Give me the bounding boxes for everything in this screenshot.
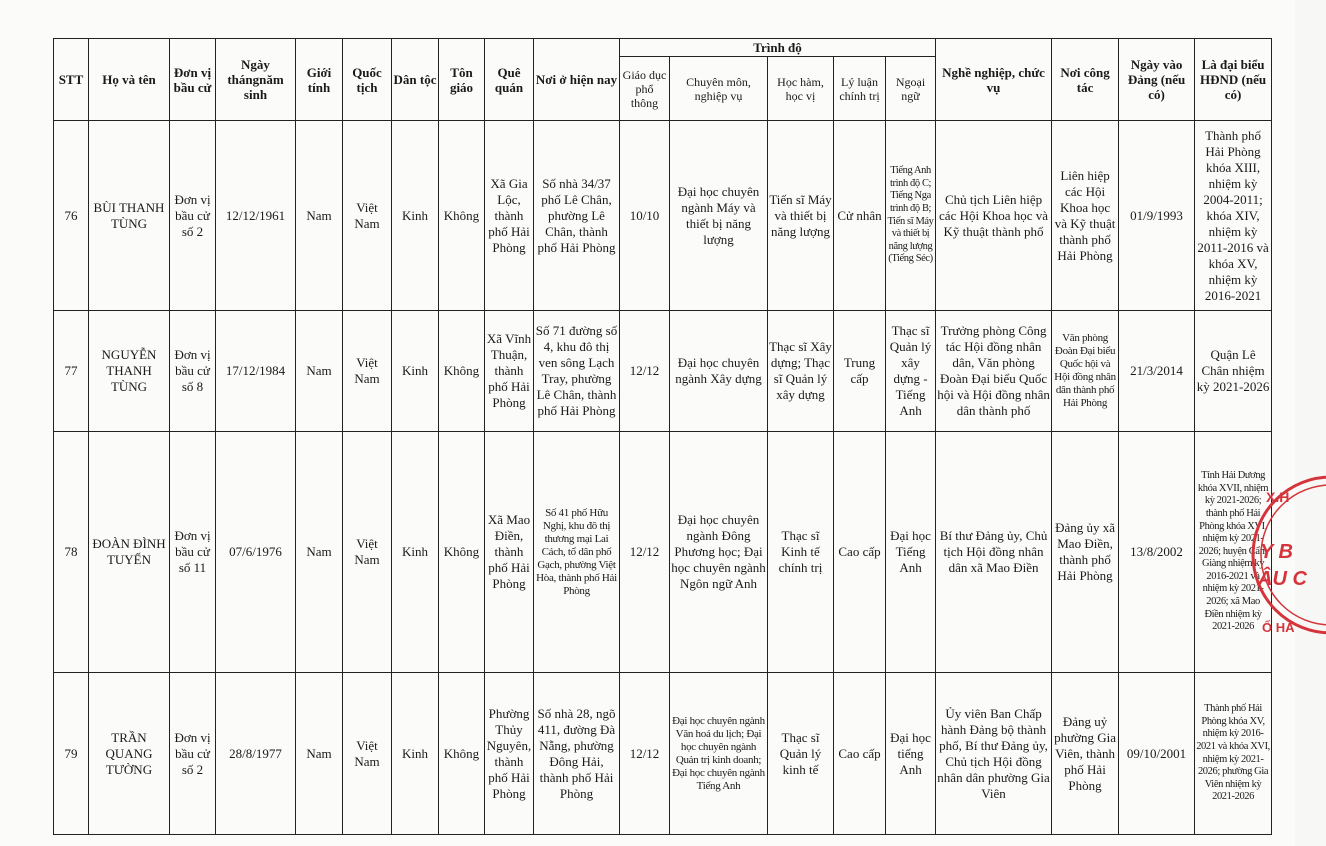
cell-chuyen-mon: Đại học chuyên ngành Xây dựng (670, 311, 768, 432)
candidate-table (53, 38, 1272, 835)
header-chuyen-mon: Chuyên môn, nghiệp vụ (670, 57, 768, 121)
cell-que-quan: Xã Mao Điền, thành phố Hải Phòng (485, 432, 534, 673)
cell-dai-bieu: Tỉnh Hải Dương khóa XVII, nhiệm kỳ 2021-2026; thành phố Hải Phòng khóa XVI, nhiệm kỳ 2021-2026; huyện Cẩm Giàng nhiệm kỳ 2016-2021 và nhiệm kỳ 2021-2026; xã Mao Điền nhiệm kỳ 2021-2026 (1195, 432, 1272, 673)
header-trinh-do: Trình độ (620, 39, 936, 57)
cell-dan-toc: Kinh (392, 311, 439, 432)
cell-ly-luan: Cao cấp (834, 673, 886, 835)
cell-quoc-tich: Việt Nam (343, 121, 392, 311)
cell-stt: 77 (54, 311, 89, 432)
cell-hoc-ham: Thạc sĩ Xây dựng; Thạc sĩ Quản lý xây dựng (768, 311, 834, 432)
cell-ly-luan: Cao cấp (834, 432, 886, 673)
header-ngay-sinh: Ngày thángnăm sinh (216, 39, 296, 121)
cell-nghe-nghiep: Ủy viên Ban Chấp hành Đảng bộ thành phố, Bí thư Đảng ủy, Chủ tịch Hội đồng nhân dân phường Gia Viên (936, 673, 1052, 835)
cell-ton-giao: Không (439, 673, 485, 835)
cell-don-vi: Đơn vị bầu cử số 8 (170, 311, 216, 432)
header-quoc-tich: Quốc tịch (343, 39, 392, 121)
header-ngoai-ngu: Ngoại ngữ (886, 57, 936, 121)
cell-dai-bieu: Thành phố Hải Phòng khóa XIII, nhiệm kỳ 2004-2011; khóa XIV, nhiệm kỳ 2011-2016 và khóa XV, nhiệm kỳ 2016-2021 (1195, 121, 1272, 311)
cell-gioi-tinh: Nam (296, 432, 343, 673)
cell-nghe-nghiep: Trưởng phòng Công tác Hội đồng nhân dân, Văn phòng Đoàn Đại biểu Quốc hội và Hội đồng nhân dân thành phố (936, 311, 1052, 432)
cell-chuyen-mon: Đại học chuyên ngành Đông Phương học; Đại học chuyên ngành Ngôn ngữ Anh (670, 432, 768, 673)
cell-ngoai-ngu: Thạc sĩ Quản lý xây dựng - Tiếng Anh (886, 311, 936, 432)
cell-ho-ten: NGUYỄN THANH TÙNG (89, 311, 170, 432)
cell-hoc-ham: Thạc sĩ Kinh tế chính trị (768, 432, 834, 673)
cell-hoc-ham: Tiến sĩ Máy và thiết bị năng lượng (768, 121, 834, 311)
cell-stt: 79 (54, 673, 89, 835)
header-dai-bieu: Là đại biểu HĐND (nếu có) (1195, 39, 1272, 121)
table-row (54, 432, 1272, 673)
seal-text-3: ÂU C (1258, 568, 1307, 590)
cell-ton-giao: Không (439, 311, 485, 432)
cell-noi-o: Số 71 đường số 4, khu đô thị ven sông Lạch Tray, phường Lê Chân, thành phố Hải Phòng (534, 311, 620, 432)
cell-ly-luan: Cử nhân (834, 121, 886, 311)
cell-ngay-vao-dang: 21/3/2014 (1119, 311, 1195, 432)
seal-text-1: X.H (1266, 489, 1290, 505)
header-don-vi: Đơn vị bầu cử (170, 39, 216, 121)
cell-noi-cong-tac: Đảng ủy xã Mao Điền, thành phố Hải Phòng (1052, 432, 1119, 673)
cell-dan-toc: Kinh (392, 121, 439, 311)
header-que-quan: Quê quán (485, 39, 534, 121)
header-stt: STT (54, 39, 89, 121)
header-noi-o: Nơi ở hiện nay (534, 39, 620, 121)
cell-ngay-vao-dang: 13/8/2002 (1119, 432, 1195, 673)
cell-ngay-sinh: 07/6/1976 (216, 432, 296, 673)
cell-quoc-tich: Việt Nam (343, 311, 392, 432)
cell-don-vi: Đơn vị bầu cử số 2 (170, 121, 216, 311)
header-row-top (54, 39, 1272, 57)
cell-noi-cong-tac: Đảng uỷ phường Gia Viên, thành phố Hải Phòng (1052, 673, 1119, 835)
seal-text-4: Ố HẢ (1262, 620, 1295, 635)
cell-dai-bieu: Thành phố Hải Phòng khóa XV, nhiệm kỳ 2016-2021 và khóa XVI, nhiệm kỳ 2021-2026; phường Gia Viên nhiệm kỳ 2021-2026 (1195, 673, 1272, 835)
cell-ngay-sinh: 28/8/1977 (216, 673, 296, 835)
cell-noi-o: Số 41 phố Hữu Nghị, khu đô thị thương mại Lai Cách, tổ dân phố Gạch, phường Việt Hòa, thành phố Hải Phòng (534, 432, 620, 673)
cell-gioi-tinh: Nam (296, 121, 343, 311)
header-dan-toc: Dân tộc (392, 39, 439, 121)
header-ho-ten: Họ và tên (89, 39, 170, 121)
header-gioi-tinh: Giới tính (296, 39, 343, 121)
cell-que-quan: Xã Vĩnh Thuận, thành phố Hải Phòng (485, 311, 534, 432)
cell-noi-cong-tac: Văn phòng Đoàn Đại biểu Quốc hội và Hội đồng nhân dân thành phố Hải Phòng (1052, 311, 1119, 432)
cell-dan-toc: Kinh (392, 673, 439, 835)
cell-noi-cong-tac: Liên hiệp các Hội Khoa học và Kỹ thuật thành phố Hải Phòng (1052, 121, 1119, 311)
header-hoc-ham: Học hàm, học vị (768, 57, 834, 121)
cell-giao-duc: 12/12 (620, 432, 670, 673)
cell-nghe-nghiep: Bí thư Đảng ủy, Chủ tịch Hội đồng nhân dân xã Mao Điền (936, 432, 1052, 673)
header-nghe-nghiep: Nghề nghiệp, chức vụ (936, 39, 1052, 121)
header-noi-cong-tac: Nơi công tác (1052, 39, 1119, 121)
cell-ngay-vao-dang: 01/9/1993 (1119, 121, 1195, 311)
cell-chuyen-mon: Đại học chuyên ngành Máy và thiết bị năng lượng (670, 121, 768, 311)
cell-quoc-tich: Việt Nam (343, 673, 392, 835)
cell-don-vi: Đơn vị bầu cử số 2 (170, 673, 216, 835)
cell-ho-ten: ĐOÀN ĐÌNH TUYẾN (89, 432, 170, 673)
cell-quoc-tich: Việt Nam (343, 432, 392, 673)
table-row (54, 121, 1272, 311)
cell-ngay-sinh: 12/12/1961 (216, 121, 296, 311)
cell-que-quan: Xã Gia Lộc, thành phố Hải Phòng (485, 121, 534, 311)
table-row (54, 311, 1272, 432)
cell-giao-duc: 10/10 (620, 121, 670, 311)
cell-giao-duc: 12/12 (620, 673, 670, 835)
cell-ngoai-ngu: Đại học tiếng Anh (886, 673, 936, 835)
cell-ngay-vao-dang: 09/10/2001 (1119, 673, 1195, 835)
cell-que-quan: Phường Thủy Nguyên, thành phố Hải Phòng (485, 673, 534, 835)
cell-hoc-ham: Thạc sĩ Quản lý kinh tế (768, 673, 834, 835)
header-ngay-vao-dang: Ngày vào Đảng (nếu có) (1119, 39, 1195, 121)
cell-stt: 76 (54, 121, 89, 311)
cell-dan-toc: Kinh (392, 432, 439, 673)
header-giao-duc: Giáo dục phổ thông (620, 57, 670, 121)
cell-dai-bieu: Quận Lê Chân nhiệm kỳ 2021-2026 (1195, 311, 1272, 432)
cell-stt: 78 (54, 432, 89, 673)
cell-don-vi: Đơn vị bầu cử số 11 (170, 432, 216, 673)
cell-ton-giao: Không (439, 432, 485, 673)
cell-noi-o: Số nhà 34/37 phố Lê Chân, phường Lê Chân, thành phố Hải Phòng (534, 121, 620, 311)
cell-ngay-sinh: 17/12/1984 (216, 311, 296, 432)
cell-noi-o: Số nhà 28, ngõ 411, đường Đà Nẵng, phường Đông Hải, thành phố Hải Phòng (534, 673, 620, 835)
cell-ho-ten: BÙI THANH TÙNG (89, 121, 170, 311)
cell-ly-luan: Trung cấp (834, 311, 886, 432)
header-ly-luan: Lý luận chính trị (834, 57, 886, 121)
cell-gioi-tinh: Nam (296, 311, 343, 432)
cell-giao-duc: 12/12 (620, 311, 670, 432)
cell-chuyen-mon: Đại học chuyên ngành Văn hoá du lịch; Đại học chuyên ngành Quản trị kinh doanh; Đại học chuyên ngành Tiếng Anh (670, 673, 768, 835)
cell-ngoai-ngu: Đại học Tiếng Anh (886, 432, 936, 673)
cell-ho-ten: TRẦN QUANG TƯỜNG (89, 673, 170, 835)
table-row (54, 673, 1272, 835)
cell-gioi-tinh: Nam (296, 673, 343, 835)
cell-ngoai-ngu: Tiếng Anh trình độ C; Tiếng Nga trình độ B; Tiến sĩ Máy và thiết bị năng lượng (Tiếng Séc) (886, 121, 936, 311)
header-ton-giao: Tôn giáo (439, 39, 485, 121)
cell-ton-giao: Không (439, 121, 485, 311)
seal-text-2: Y B (1260, 541, 1293, 563)
cell-nghe-nghiep: Chủ tịch Liên hiệp các Hội Khoa học và Kỹ thuật thành phố (936, 121, 1052, 311)
